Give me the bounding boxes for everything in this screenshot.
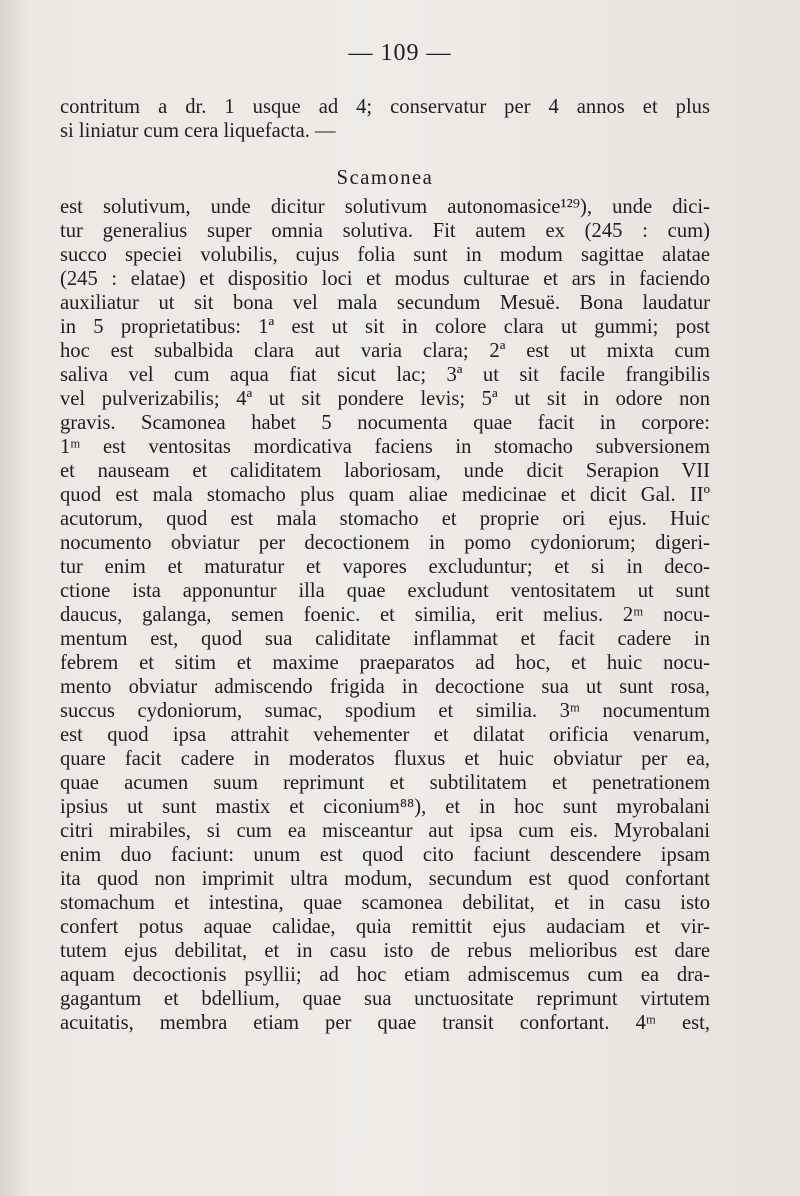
text-line: tutem ejus debilitat, et in casu isto de rebus melioribus est dare xyxy=(60,940,710,962)
text-line: 1ᵐ est ventositas mordicativa faciens in stomacho subversionem xyxy=(60,436,710,458)
text-line: tur enim et maturatur et vapores excluduntur; et si in deco- xyxy=(60,556,710,578)
text-line: saliva vel cum aqua fiat sicut lac; 3ª ut sit facile frangibilis xyxy=(60,364,710,386)
text-line: citri mirabiles, si cum ea misceantur aut ipsa cum eis. Myrobalani xyxy=(60,820,710,842)
text-line: vel pulverizabilis; 4ª ut sit pondere levis; 5ª ut sit in odore non xyxy=(60,388,710,410)
text-line: ctione ista apponuntur illa quae excludunt ventositatem ut sunt xyxy=(60,580,710,602)
text-line: ipsius ut sunt mastix et ciconium⁸⁸), et in hoc sunt myrobalani xyxy=(60,796,710,818)
text-line: hoc est subalbida clara aut varia clara; 2ª est ut mixta cum xyxy=(60,340,710,362)
text-line: gravis. Scamonea habet 5 nocumenta quae facit in corpore: xyxy=(60,412,710,434)
text-line: quare facit cadere in moderatos fluxus et huic obviatur per ea, xyxy=(60,748,710,770)
text-line: febrem et sitim et maxime praeparatos ad hoc, et huic nocu- xyxy=(60,652,710,674)
text-line: contritum a dr. 1 usque ad 4; conservatur per 4 annos et plus xyxy=(60,96,710,118)
text-line: est quod ipsa attrahit vehementer et dilatat orificia venarum, xyxy=(60,724,710,746)
text-line: mentum est, quod sua caliditate inflammat et facit cadere in xyxy=(60,628,710,650)
text-line: succus cydoniorum, sumac, spodium et similia. 3ᵐ nocumentum xyxy=(60,700,710,722)
page-number: — 109 — xyxy=(348,40,452,66)
text-line: tur generalius super omnia solutiva. Fit autem ex (245 : cum) xyxy=(60,220,710,242)
text-line: ita quod non imprimit ultra modum, secundum est quod confortant xyxy=(60,868,710,890)
text-line: daucus, galanga, semen foenic. et similia, erit melius. 2ᵐ nocu- xyxy=(60,604,710,626)
text-line: gagantum et bdellium, quae sua unctuositate reprimunt virtutem xyxy=(60,988,710,1010)
text-line: acutorum, quod est mala stomacho et proprie ori ejus. Huic xyxy=(60,508,710,530)
text-line: quae acumen suum reprimunt et subtilitatem et penetrationem xyxy=(60,772,710,794)
text-line: succo speciei volubilis, cujus folia sunt in modum sagittae alatae xyxy=(60,244,710,266)
text-line: nocumento obviatur per decoctionem in pomo cydoniorum; digeri- xyxy=(60,532,710,554)
text-line: acuitatis, membra etiam per quae transit confortant. 4ᵐ est, xyxy=(60,1012,710,1034)
text-line: confert potus aquae calidae, quia remittit ejus audaciam et vir- xyxy=(60,916,710,938)
text-line: auxiliatur ut sit bona vel mala secundum Mesuë. Bona laudatur xyxy=(60,292,710,314)
page-text xyxy=(60,95,710,1035)
text-line: si liniatur cum cera liquefacta. — xyxy=(60,120,336,142)
text-line: quod est mala stomacho plus quam aliae medicinae et dicit Gal. IIº xyxy=(60,484,710,506)
text-line: est solutivum, unde dicitur solutivum autonomasice¹²⁹), unde dici- xyxy=(60,196,710,218)
text-line: stomachum et intestina, quae scamonea debilitat, et in casu isto xyxy=(60,892,710,914)
text-line: enim duo faciunt: unum est quod cito faciunt descendere ipsam xyxy=(60,844,710,866)
text-line: (245 : elatae) et dispositio loci et modus culturae et ars in faciendo xyxy=(60,268,710,290)
section-heading: Scamonea xyxy=(336,167,434,189)
text-line: in 5 proprietatibus: 1ª est ut sit in colore clara ut gummi; post xyxy=(60,316,710,338)
text-line: mento obviatur admiscendo frigida in decoctione sua ut sunt rosa, xyxy=(60,676,710,698)
text-line: et nauseam et caliditatem laboriosam, unde dicit Serapion VII xyxy=(60,460,710,482)
text-line: aquam decoctionis psyllii; ad hoc etiam admiscemus cum ea dra- xyxy=(60,964,710,986)
